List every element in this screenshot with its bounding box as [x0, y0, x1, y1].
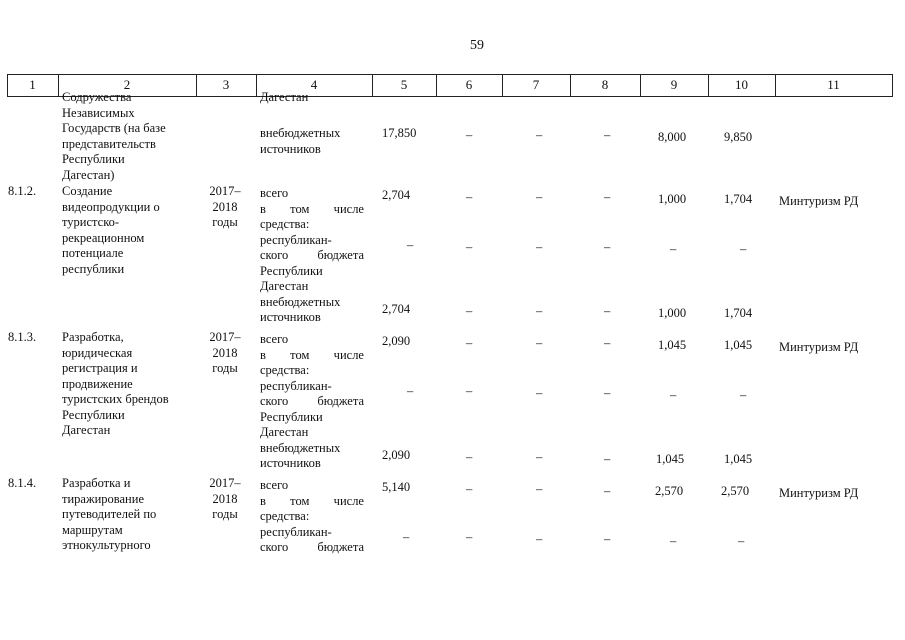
empty-dash: – [740, 388, 747, 402]
period: 2017– 2018 годы [209, 330, 241, 375]
page-number: 59 [470, 38, 484, 53]
empty-dash: – [536, 128, 543, 142]
empty-dash: – [466, 530, 473, 544]
column-header: 2 [123, 77, 131, 92]
empty-dash: – [604, 240, 611, 254]
empty-dash: – [604, 336, 611, 350]
amount-col10: 2,570 [721, 484, 750, 498]
column-header: 11 [827, 77, 840, 92]
measure-name: Разработка и тиражирование путеводителей по маршрутам этнокультурного [62, 476, 157, 552]
amount-total: 5,140 [382, 480, 411, 494]
empty-dash: – [536, 386, 543, 400]
row-number: 8.1.2. [8, 184, 37, 198]
empty-dash: – [466, 336, 473, 350]
empty-dash: – [670, 534, 677, 548]
funding-sources: всего в том числе средства: республикан- ского бюджета [260, 478, 364, 554]
funding-sources: всего в том числе средства: республикан- ского бюджета Республики Дагестан внебюджетных источников [260, 332, 364, 470]
column-header: 8 [601, 77, 609, 92]
empty-dash: – [536, 190, 543, 204]
column-header: 10 [735, 77, 748, 92]
amount-col10: 1,704 [724, 192, 753, 206]
empty-dash: – [536, 482, 543, 496]
measure-name: Создание видеопродукции о туристско- рекреационном потенциале республики [62, 184, 160, 276]
column-header: 5 [400, 77, 408, 92]
empty-dash: – [466, 482, 473, 496]
empty-dash: – [536, 304, 543, 318]
column-header: 7 [532, 77, 540, 92]
row-number: 8.1.3. [8, 330, 37, 344]
empty-dash: – [403, 530, 410, 544]
empty-dash: – [604, 304, 611, 318]
empty-dash: – [466, 450, 473, 464]
column-header: 3 [222, 77, 230, 92]
empty-dash: – [536, 532, 543, 546]
amount-col10: 1,704 [724, 306, 753, 320]
funding-sources: всего в том числе средства: республикан- ского бюджета Республики Дагестан внебюджетных источников [260, 186, 364, 324]
executor: Минтуризм РД [779, 486, 859, 500]
executor: Минтуризм РД [779, 340, 859, 354]
amount-col9: 8,000 [658, 130, 687, 144]
amount-total: 17,850 [382, 126, 417, 140]
amount-col10: 1,045 [724, 338, 753, 352]
empty-dash: – [604, 128, 611, 142]
amount-col9: 2,570 [655, 484, 684, 498]
empty-dash: – [604, 484, 611, 498]
empty-dash: – [604, 386, 611, 400]
amount-total: 2,090 [382, 448, 411, 462]
column-header: 4 [310, 77, 318, 92]
period: 2017– 2018 годы [209, 184, 241, 229]
empty-dash: – [536, 240, 543, 254]
empty-dash: – [466, 304, 473, 318]
measure-name: Содружества Независимых Государств (на базе представительств Республики Дагестан) [62, 90, 166, 182]
amount-total: 2,090 [382, 334, 411, 348]
empty-dash: – [604, 190, 611, 204]
empty-dash: – [466, 240, 473, 254]
column-header: 6 [465, 77, 473, 92]
row-number: 8.1.4. [8, 476, 37, 490]
amount-total: 2,704 [382, 188, 411, 202]
empty-dash: – [738, 534, 745, 548]
amount-total: 2,704 [382, 302, 411, 316]
amount-col9: 1,045 [656, 452, 685, 466]
funding-source-extrabudget: внебюджетных источников [260, 126, 341, 156]
executor: Минтуризм РД [779, 194, 859, 208]
empty-dash: – [536, 450, 543, 464]
empty-dash: – [670, 388, 677, 402]
amount-col9: 1,000 [658, 306, 687, 320]
period: 2017– 2018 годы [209, 476, 241, 521]
amount-col9: 1,045 [658, 338, 687, 352]
header-divider [892, 74, 893, 97]
empty-dash: – [407, 384, 414, 398]
empty-dash: – [604, 532, 611, 546]
empty-dash: – [740, 242, 747, 256]
empty-dash: – [536, 336, 543, 350]
empty-dash: – [466, 384, 473, 398]
column-header: 1 [29, 77, 36, 92]
amount-col10: 1,045 [724, 452, 753, 466]
amount-col9: 1,000 [658, 192, 687, 206]
column-header: 9 [670, 77, 678, 92]
empty-dash: – [466, 128, 473, 142]
measure-name: Разработка, юридическая регистрация и продвижение туристских брендов Республики Дагестан [62, 330, 169, 437]
empty-dash: – [604, 452, 611, 466]
empty-dash: – [466, 190, 473, 204]
empty-dash: – [670, 242, 677, 256]
empty-dash: – [407, 238, 414, 252]
amount-col10: 9,850 [724, 130, 753, 144]
funding-source-fragment: Дагестан [260, 90, 309, 104]
